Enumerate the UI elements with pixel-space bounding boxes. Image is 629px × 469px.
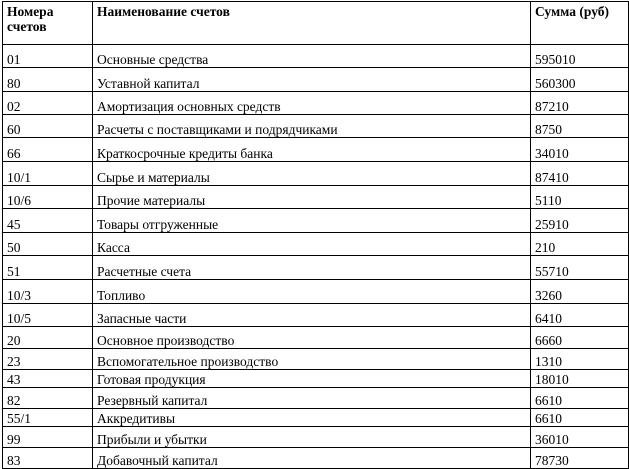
cell-account-number: 50: [3, 233, 93, 256]
cell-account-name: Аккредитивы: [93, 409, 531, 427]
header-amount: Сумма (руб): [531, 2, 629, 45]
cell-amount: 18010: [531, 370, 629, 388]
cell-account-name: Готовая продукция: [93, 370, 531, 388]
cell-account-number: 66: [3, 138, 93, 162]
table-row: [3, 256, 629, 280]
header-account-number: Номера счетов: [3, 2, 93, 45]
table-row: [3, 304, 629, 327]
cell-account-number: 43: [3, 370, 93, 388]
cell-account-number: 10/3: [3, 280, 93, 304]
cell-account-name: Уставной капитал: [93, 68, 531, 92]
cell-account-name: Вспомогательное производство: [93, 349, 531, 370]
cell-amount: 595010: [531, 45, 629, 68]
cell-amount: 3260: [531, 280, 629, 304]
table-row: [3, 448, 629, 469]
cell-account-name: Сырье и материалы: [93, 162, 531, 186]
cell-account-name: Резервный капитал: [93, 388, 531, 409]
cell-amount: 6410: [531, 304, 629, 327]
table-row: [3, 92, 629, 115]
cell-account-name: Краткосрочные кредиты банка: [93, 138, 531, 162]
cell-amount: 55710: [531, 256, 629, 280]
table-row: [3, 68, 629, 92]
cell-account-name: Основные средства: [93, 45, 531, 68]
cell-amount: 1310: [531, 349, 629, 370]
table-row: [3, 327, 629, 349]
table-row: [3, 186, 629, 209]
cell-account-name: Касса: [93, 233, 531, 256]
table-row: [3, 388, 629, 409]
cell-amount: 34010: [531, 138, 629, 162]
cell-amount: 6660: [531, 327, 629, 349]
table-row: [3, 209, 629, 233]
cell-account-number: 45: [3, 209, 93, 233]
cell-account-number: 82: [3, 388, 93, 409]
header-account-name: Наименование счетов: [93, 2, 531, 45]
table-row: [3, 45, 629, 68]
cell-amount: 6610: [531, 409, 629, 427]
accounts-table: [2, 1, 629, 469]
table-row: [3, 115, 629, 138]
cell-account-number: 99: [3, 427, 93, 448]
cell-account-name: Топливо: [93, 280, 531, 304]
cell-amount: 36010: [531, 427, 629, 448]
cell-amount: 87210: [531, 92, 629, 115]
table-row: [3, 233, 629, 256]
cell-account-number: 10/5: [3, 304, 93, 327]
cell-account-number: 01: [3, 45, 93, 68]
cell-account-number: 02: [3, 92, 93, 115]
cell-account-name: Запасные части: [93, 304, 531, 327]
cell-account-number: 60: [3, 115, 93, 138]
cell-account-number: 10/6: [3, 186, 93, 209]
cell-amount: 6610: [531, 388, 629, 409]
cell-amount: 5110: [531, 186, 629, 209]
table-row: [3, 280, 629, 304]
cell-account-number: 51: [3, 256, 93, 280]
cell-amount: 25910: [531, 209, 629, 233]
cell-amount: 78730: [531, 448, 629, 469]
cell-account-name: Товары отгруженные: [93, 209, 531, 233]
cell-account-name: Добавочный капитал: [93, 448, 531, 469]
cell-amount: 560300: [531, 68, 629, 92]
cell-account-name: Расчеты с поставщиками и подрядчиками: [93, 115, 531, 138]
cell-account-name: Прибыли и убытки: [93, 427, 531, 448]
table-row: [3, 349, 629, 370]
cell-amount: 87410: [531, 162, 629, 186]
cell-account-name: Амортизация основных средств: [93, 92, 531, 115]
cell-account-number: 20: [3, 327, 93, 349]
cell-account-name: Расчетные счета: [93, 256, 531, 280]
table-row: [3, 370, 629, 388]
table-row: [3, 138, 629, 162]
cell-account-number: 23: [3, 349, 93, 370]
table-row: [3, 409, 629, 427]
cell-account-number: 55/1: [3, 409, 93, 427]
cell-account-number: 10/1: [3, 162, 93, 186]
table-row: [3, 427, 629, 448]
cell-amount: 8750: [531, 115, 629, 138]
table-row: [3, 162, 629, 186]
table-header-row: [3, 2, 629, 45]
cell-account-number: 80: [3, 68, 93, 92]
cell-account-name: Прочие материалы: [93, 186, 531, 209]
cell-amount: 210: [531, 233, 629, 256]
cell-account-name: Основное производство: [93, 327, 531, 349]
cell-account-number: 83: [3, 448, 93, 469]
